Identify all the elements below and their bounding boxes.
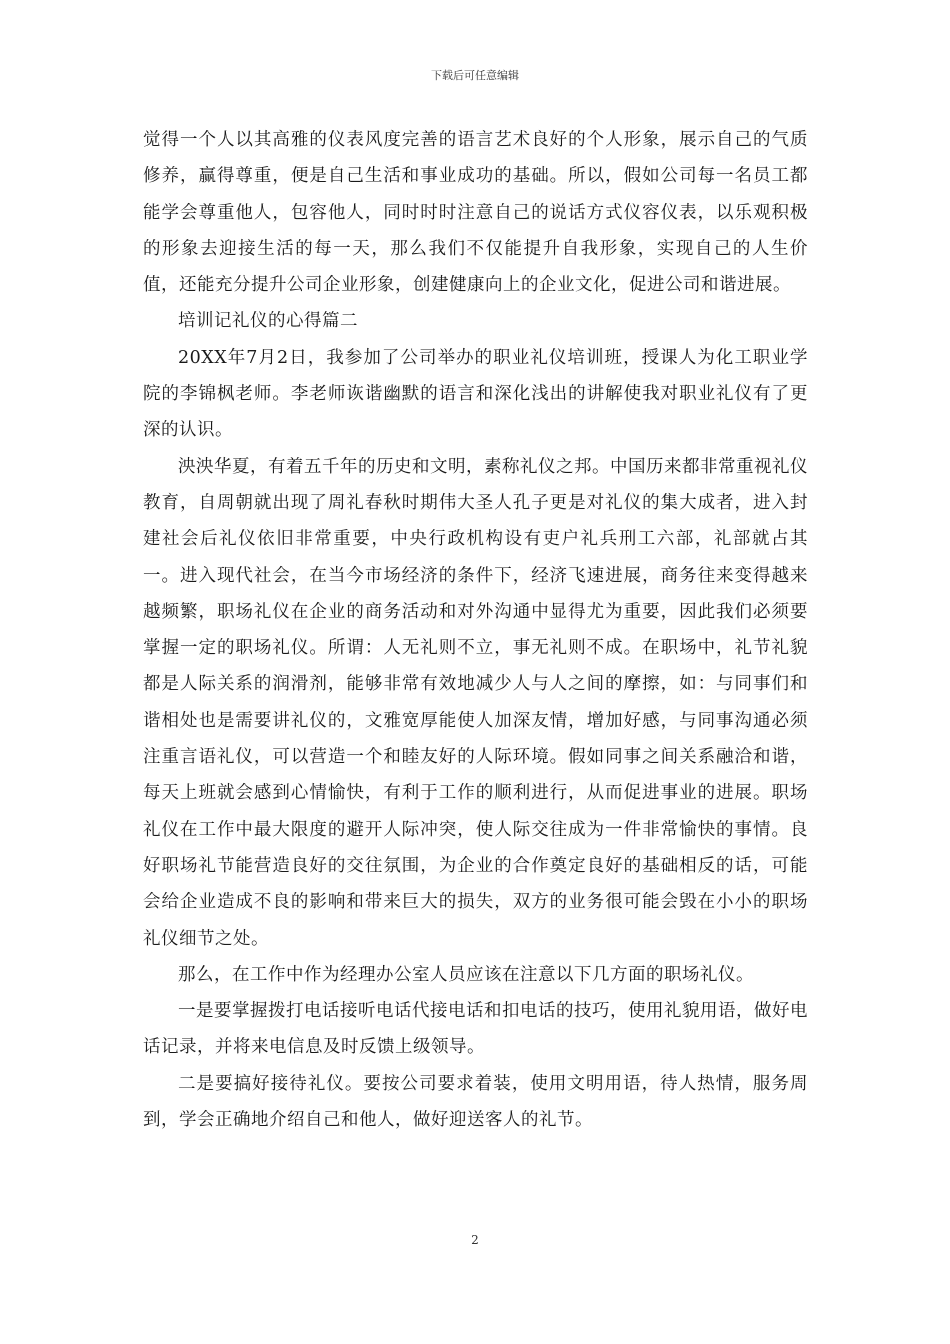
document-body	[143, 122, 808, 1138]
paragraph-1: 觉得一个人以其高雅的仪表风度完善的语言艺术良好的个人形象，展示自己的气质修养，赢得尊重，便是自己生活和事业成功的基础。所以，假如公司每一名员工都能学会尊重他人，包容他人，同时时时注意自己的说话方式仪容仪表，以乐观积极的形象去迎接生活的每一天，那么我们不仅能提升自我形象，实现自己的人生价值，还能充分提升公司企业形象，创建健康向上的企业文化，促进公司和谐进展。	[143, 130, 808, 296]
paragraph-4: 那么，在工作中作为经理办公室人员应该在注意以下几方面的职场礼仪。	[178, 964, 754, 985]
paragraph-6: 二是要搞好接待礼仪。要按公司要求着装，使用文明用语，待人热情，服务周到，学会正确地介绍自己和他人，做好迎送客人的礼节。	[143, 1073, 808, 1131]
page-number: 2	[471, 1233, 479, 1247]
section-heading: 培训记礼仪的心得篇二	[178, 311, 358, 332]
paragraph-2: 20XX年7月2日，我参加了公司举办的职业礼仪培训班，授课人为化工职业学院的李锦枫老师。李老师诙谐幽默的语言和深化浅出的讲解使我对职业礼仪有了更深的认识。	[143, 347, 808, 441]
paragraph-5: 一是要掌握拨打电话接听电话代接电话和扣电话的技巧，使用礼貌用语，做好电话记录，并将来电信息及时反馈上级领导。	[143, 1001, 808, 1058]
page-header: 下载后可任意编辑	[431, 69, 519, 82]
paragraph-3: 泱泱华夏，有着五千年的历史和文明，素称礼仪之邦。中国历来都非常重视礼仪教育，自周朝就出现了周礼春秋时期伟大圣人孔子更是对礼仪的集大成者，进入封建社会后礼仪依旧非常重要，中央行政机构设有吏户礼兵刑工六部，礼部就占其一。进入现代社会，在当今市场经济的条件下，经济飞速进展，商务往来变得越来越频繁，职场礼仪在企业的商务活动和对外沟通中显得尤为重要，因此我们必须要掌握一定的职场礼仪。所谓：人无礼则不立，事无礼则不成。在职场中，礼节礼貌都是人际关系的润滑剂，能够非常有效地减少人与人之间的摩擦，如：与同事们和谐相处也是需要讲礼仪的，文雅宽厚能使人加深友情，增加好感，与同事沟通必须注重言语礼仪，可以营造一个和睦友好的人际环境。假如同事之间关系融洽和谐，每天上班就会感到心情愉快，有利于工作的顺利进行，从而促进事业的进展。职场礼仪在工作中最大限度的避开人际冲突，使人际交往成为一件非常愉快的事情。良好职场礼节能营造良好的交往氛围，为企业的合作奠定良好的基础相反的话，可能会给企业造成不良的影响和带来巨大的损失，双方的业务很可能会毁在小小的职场礼仪细节之处。	[143, 456, 808, 949]
